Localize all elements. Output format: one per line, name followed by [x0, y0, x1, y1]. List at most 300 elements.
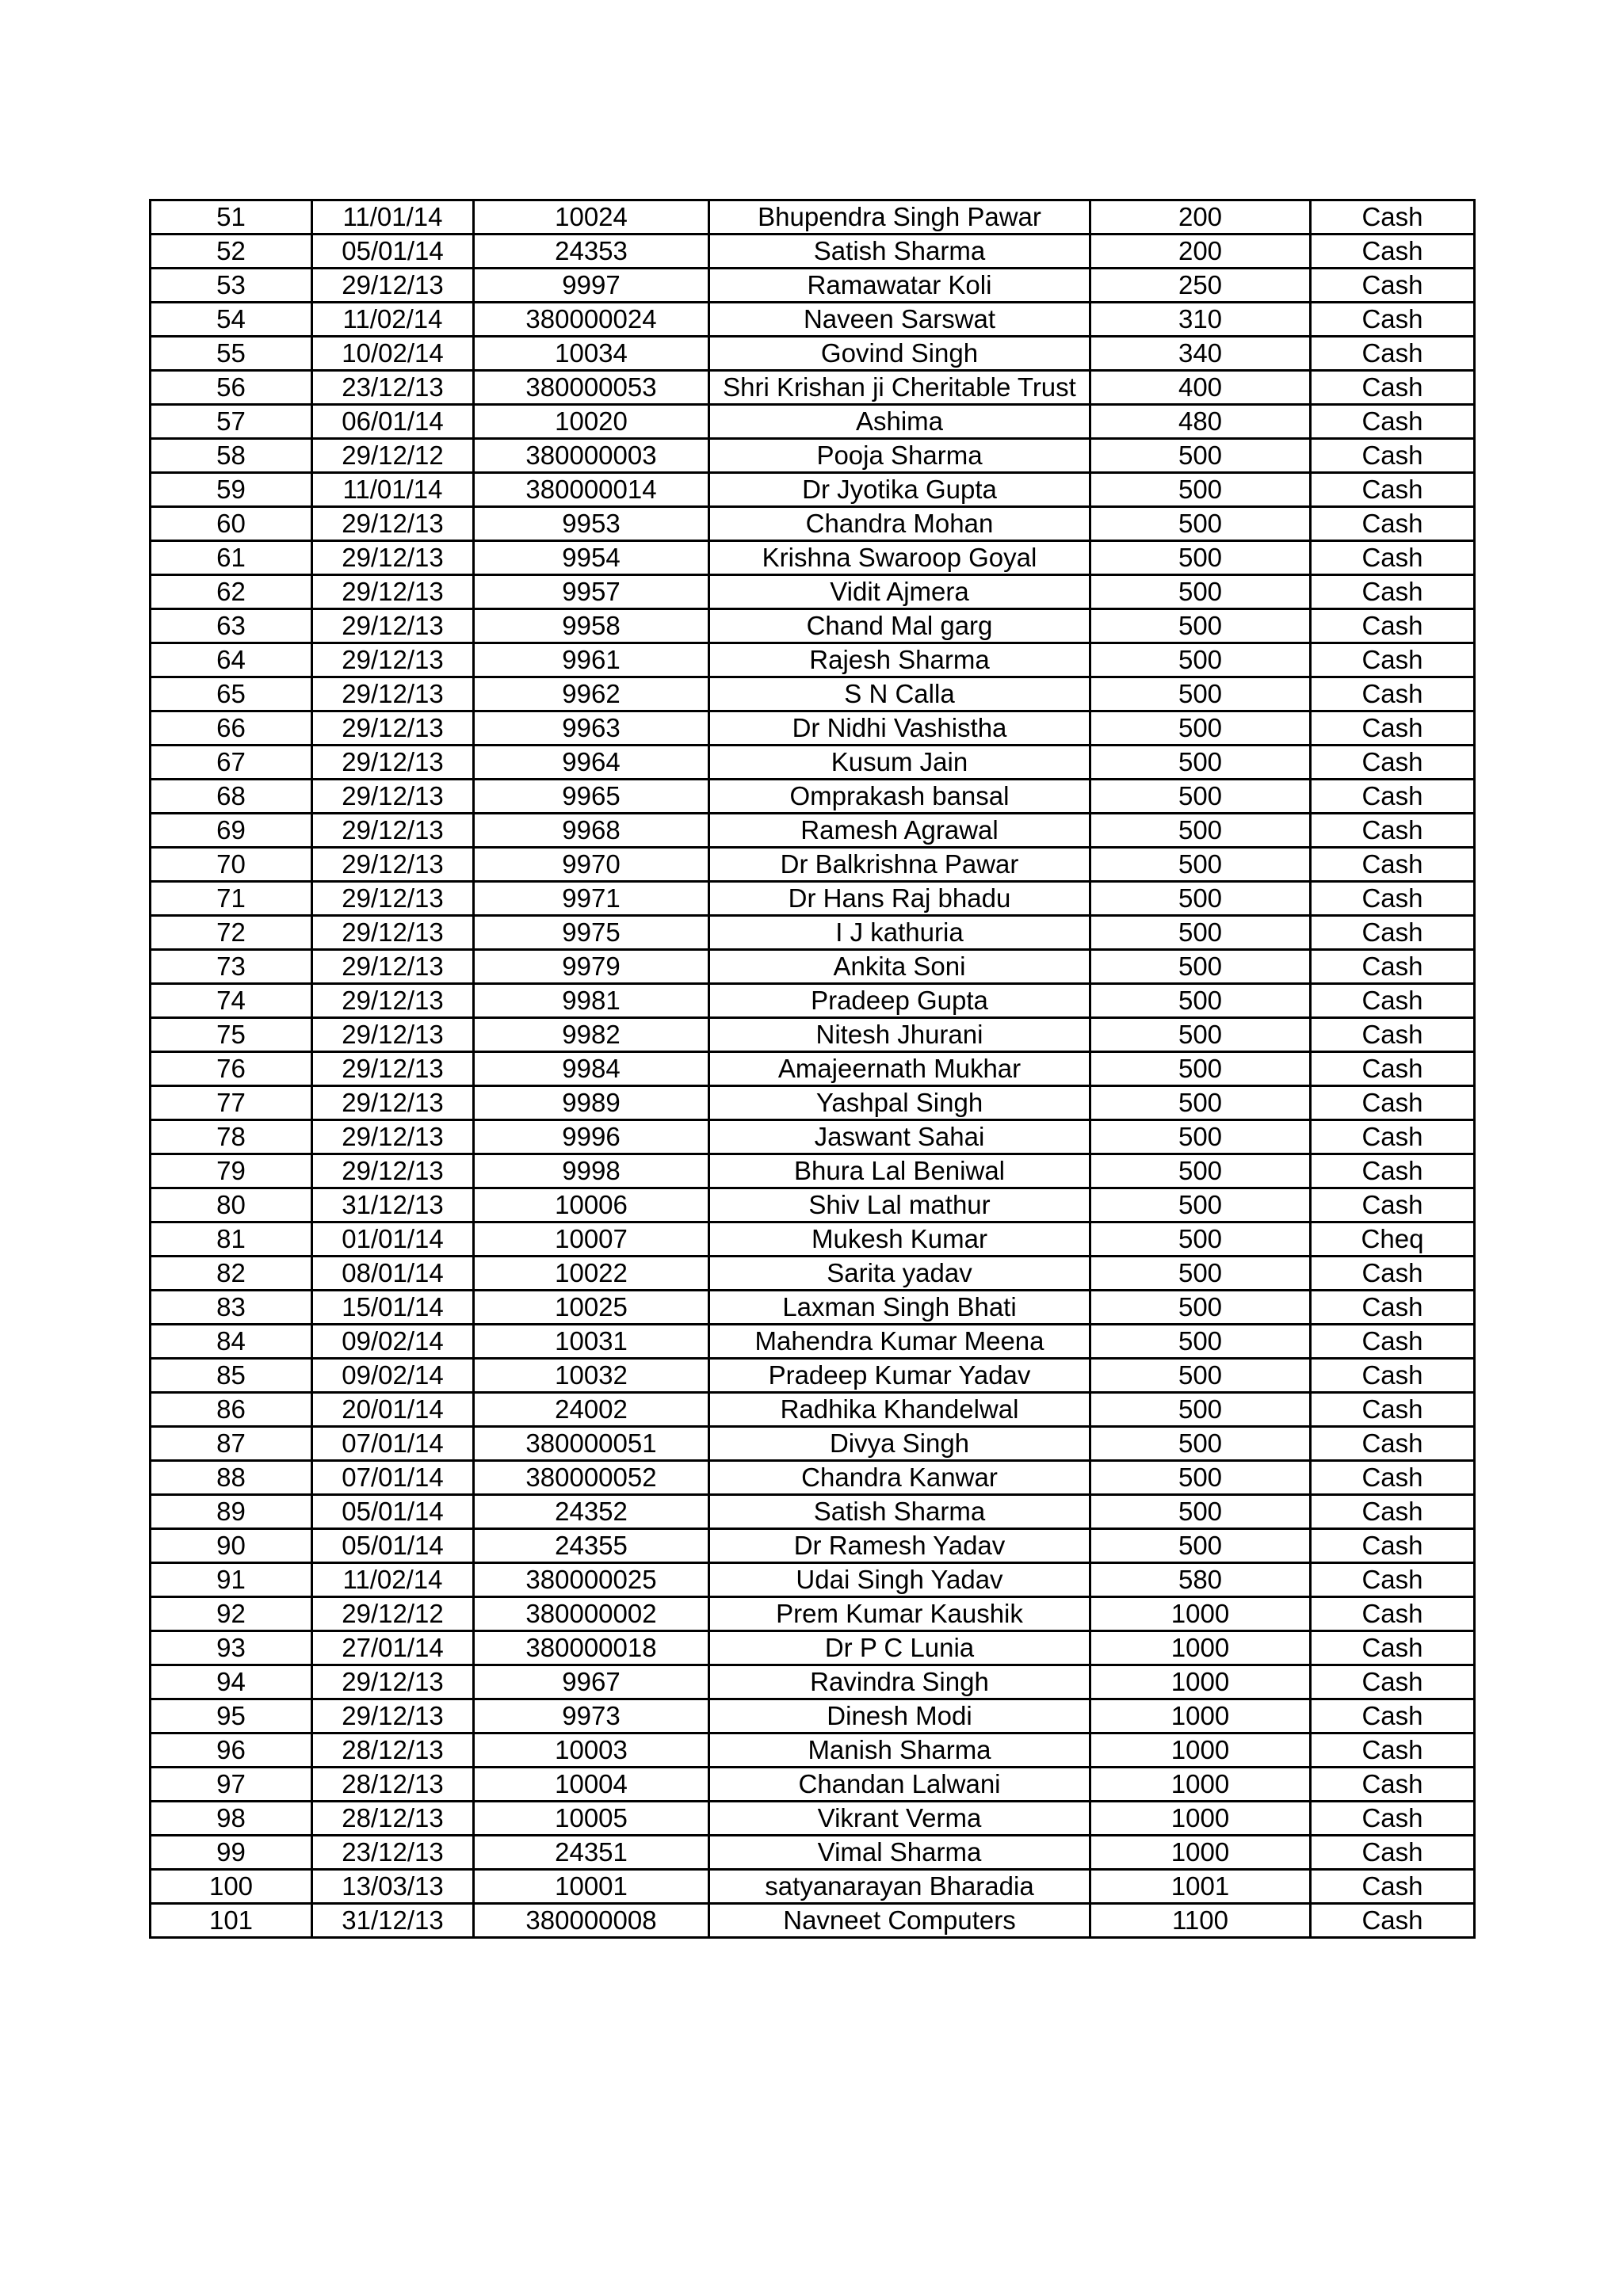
date-cell: 29/12/13 — [312, 916, 474, 950]
payment-mode-cell: Cash — [1311, 1291, 1475, 1325]
date-cell: 07/01/14 — [312, 1461, 474, 1495]
date-cell: 08/01/14 — [312, 1257, 474, 1291]
serial-number-cell: 81 — [151, 1222, 312, 1257]
receipt-number-cell: 9958 — [474, 609, 709, 643]
serial-number-cell: 65 — [151, 677, 312, 711]
receipt-number-cell: 10024 — [474, 200, 709, 235]
amount-cell: 500 — [1090, 677, 1311, 711]
serial-number-cell: 75 — [151, 1018, 312, 1052]
date-cell: 29/12/13 — [312, 882, 474, 916]
table-row — [151, 677, 1475, 711]
payment-mode-cell: Cash — [1311, 984, 1475, 1018]
date-cell: 09/02/14 — [312, 1325, 474, 1359]
receipt-number-cell: 9981 — [474, 984, 709, 1018]
date-cell: 28/12/13 — [312, 1802, 474, 1836]
amount-cell: 500 — [1090, 1461, 1311, 1495]
donor-name-cell: Pradeep Kumar Yadav — [709, 1359, 1090, 1393]
date-cell: 09/02/14 — [312, 1359, 474, 1393]
serial-number-cell: 80 — [151, 1188, 312, 1222]
serial-number-cell: 59 — [151, 473, 312, 507]
payment-mode-cell: Cash — [1311, 711, 1475, 746]
donor-name-cell: Dr Hans Raj bhadu — [709, 882, 1090, 916]
receipt-number-cell: 9957 — [474, 575, 709, 609]
amount-cell: 500 — [1090, 1052, 1311, 1086]
receipt-number-cell: 24352 — [474, 1495, 709, 1529]
donor-name-cell: Sarita yadav — [709, 1257, 1090, 1291]
receipt-number-cell: 380000014 — [474, 473, 709, 507]
serial-number-cell: 82 — [151, 1257, 312, 1291]
serial-number-cell: 56 — [151, 371, 312, 405]
table-row — [151, 1188, 1475, 1222]
amount-cell: 200 — [1090, 200, 1311, 235]
table-row — [151, 1802, 1475, 1836]
amount-cell: 310 — [1090, 303, 1311, 337]
payment-mode-cell: Cash — [1311, 1836, 1475, 1870]
date-cell: 11/01/14 — [312, 200, 474, 235]
amount-cell: 500 — [1090, 1359, 1311, 1393]
table-row — [151, 814, 1475, 848]
serial-number-cell: 54 — [151, 303, 312, 337]
receipt-number-cell: 380000052 — [474, 1461, 709, 1495]
amount-cell: 400 — [1090, 371, 1311, 405]
date-cell: 29/12/13 — [312, 1052, 474, 1086]
date-cell: 06/01/14 — [312, 405, 474, 439]
amount-cell: 340 — [1090, 337, 1311, 371]
payment-mode-cell: Cash — [1311, 780, 1475, 814]
table-row — [151, 1836, 1475, 1870]
table-row — [151, 1529, 1475, 1563]
donor-name-cell: Ravindra Singh — [709, 1665, 1090, 1699]
date-cell: 29/12/12 — [312, 439, 474, 473]
donor-name-cell: Ankita Soni — [709, 950, 1090, 984]
donor-name-cell: Kusum Jain — [709, 746, 1090, 780]
date-cell: 05/01/14 — [312, 1495, 474, 1529]
donor-name-cell: Shri Krishan ji Cheritable Trust — [709, 371, 1090, 405]
serial-number-cell: 94 — [151, 1665, 312, 1699]
table-row — [151, 439, 1475, 473]
donor-name-cell: satyanarayan Bharadia — [709, 1870, 1090, 1904]
table-row — [151, 1631, 1475, 1665]
table-row — [151, 950, 1475, 984]
serial-number-cell: 53 — [151, 269, 312, 303]
donor-name-cell: Bhupendra Singh Pawar — [709, 200, 1090, 235]
payment-mode-cell: Cash — [1311, 405, 1475, 439]
table-row — [151, 337, 1475, 371]
table-row — [151, 882, 1475, 916]
amount-cell: 500 — [1090, 950, 1311, 984]
amount-cell: 1000 — [1090, 1665, 1311, 1699]
table-row — [151, 200, 1475, 235]
date-cell: 29/12/13 — [312, 1086, 474, 1120]
payment-mode-cell: Cheq — [1311, 1222, 1475, 1257]
table-row — [151, 575, 1475, 609]
amount-cell: 500 — [1090, 1154, 1311, 1188]
amount-cell: 250 — [1090, 269, 1311, 303]
date-cell: 01/01/14 — [312, 1222, 474, 1257]
table-row — [151, 1120, 1475, 1154]
payment-mode-cell: Cash — [1311, 882, 1475, 916]
serial-number-cell: 72 — [151, 916, 312, 950]
serial-number-cell: 73 — [151, 950, 312, 984]
payment-mode-cell: Cash — [1311, 1904, 1475, 1938]
table-row — [151, 1393, 1475, 1427]
payment-mode-cell: Cash — [1311, 916, 1475, 950]
serial-number-cell: 95 — [151, 1699, 312, 1733]
payment-mode-cell: Cash — [1311, 1257, 1475, 1291]
table-row — [151, 405, 1475, 439]
receipt-number-cell: 9973 — [474, 1699, 709, 1733]
payment-mode-cell: Cash — [1311, 575, 1475, 609]
receipt-number-cell: 24351 — [474, 1836, 709, 1870]
receipt-number-cell: 9975 — [474, 916, 709, 950]
receipt-number-cell: 9968 — [474, 814, 709, 848]
donor-name-cell: Dr Nidhi Vashistha — [709, 711, 1090, 746]
receipt-number-cell: 10025 — [474, 1291, 709, 1325]
receipt-number-cell: 9971 — [474, 882, 709, 916]
serial-number-cell: 57 — [151, 405, 312, 439]
serial-number-cell: 90 — [151, 1529, 312, 1563]
payment-mode-cell: Cash — [1311, 200, 1475, 235]
receipt-number-cell: 9970 — [474, 848, 709, 882]
receipt-number-cell: 380000024 — [474, 303, 709, 337]
receipt-number-cell: 380000008 — [474, 1904, 709, 1938]
date-cell: 29/12/13 — [312, 507, 474, 541]
date-cell: 29/12/13 — [312, 1018, 474, 1052]
receipt-number-cell: 9984 — [474, 1052, 709, 1086]
date-cell: 29/12/13 — [312, 746, 474, 780]
receipt-number-cell: 9961 — [474, 643, 709, 677]
receipt-number-cell: 10005 — [474, 1802, 709, 1836]
payment-mode-cell: Cash — [1311, 1768, 1475, 1802]
amount-cell: 500 — [1090, 473, 1311, 507]
table-row — [151, 1904, 1475, 1938]
serial-number-cell: 67 — [151, 746, 312, 780]
amount-cell: 500 — [1090, 507, 1311, 541]
amount-cell: 1000 — [1090, 1836, 1311, 1870]
donor-name-cell: Vidit Ajmera — [709, 575, 1090, 609]
table-row — [151, 1018, 1475, 1052]
payment-mode-cell: Cash — [1311, 1699, 1475, 1733]
table-row — [151, 541, 1475, 575]
payment-mode-cell: Cash — [1311, 677, 1475, 711]
amount-cell: 500 — [1090, 780, 1311, 814]
table-row — [151, 1665, 1475, 1699]
serial-number-cell: 78 — [151, 1120, 312, 1154]
date-cell: 29/12/12 — [312, 1597, 474, 1631]
donor-name-cell: Radhika Khandelwal — [709, 1393, 1090, 1427]
date-cell: 20/01/14 — [312, 1393, 474, 1427]
serial-number-cell: 64 — [151, 643, 312, 677]
amount-cell: 500 — [1090, 643, 1311, 677]
amount-cell: 500 — [1090, 1188, 1311, 1222]
receipt-number-cell: 9954 — [474, 541, 709, 575]
serial-number-cell: 98 — [151, 1802, 312, 1836]
payment-mode-cell: Cash — [1311, 609, 1475, 643]
donor-name-cell: Udai Singh Yadav — [709, 1563, 1090, 1597]
payment-mode-cell: Cash — [1311, 1563, 1475, 1597]
receipt-number-cell: 10034 — [474, 337, 709, 371]
donor-name-cell: Nitesh Jhurani — [709, 1018, 1090, 1052]
payment-mode-cell: Cash — [1311, 848, 1475, 882]
donor-name-cell: Mahendra Kumar Meena — [709, 1325, 1090, 1359]
receipt-number-cell: 10032 — [474, 1359, 709, 1393]
donor-name-cell: Laxman Singh Bhati — [709, 1291, 1090, 1325]
donor-name-cell: Ramawatar Koli — [709, 269, 1090, 303]
amount-cell: 1000 — [1090, 1699, 1311, 1733]
serial-number-cell: 61 — [151, 541, 312, 575]
receipt-number-cell: 24002 — [474, 1393, 709, 1427]
receipt-number-cell: 380000025 — [474, 1563, 709, 1597]
table-row — [151, 1257, 1475, 1291]
receipt-number-cell: 10007 — [474, 1222, 709, 1257]
date-cell: 29/12/13 — [312, 711, 474, 746]
donor-name-cell: Satish Sharma — [709, 1495, 1090, 1529]
serial-number-cell: 52 — [151, 235, 312, 269]
donor-name-cell: Dr Balkrishna Pawar — [709, 848, 1090, 882]
receipt-number-cell: 380000003 — [474, 439, 709, 473]
serial-number-cell: 69 — [151, 814, 312, 848]
amount-cell: 580 — [1090, 1563, 1311, 1597]
date-cell: 13/03/13 — [312, 1870, 474, 1904]
payment-mode-cell: Cash — [1311, 371, 1475, 405]
donor-name-cell: Vimal Sharma — [709, 1836, 1090, 1870]
serial-number-cell: 100 — [151, 1870, 312, 1904]
amount-cell: 500 — [1090, 1086, 1311, 1120]
serial-number-cell: 84 — [151, 1325, 312, 1359]
donor-name-cell: Vikrant Verma — [709, 1802, 1090, 1836]
serial-number-cell: 97 — [151, 1768, 312, 1802]
amount-cell: 500 — [1090, 1120, 1311, 1154]
date-cell: 11/02/14 — [312, 303, 474, 337]
donation-table — [149, 199, 1476, 1939]
table-row — [151, 1086, 1475, 1120]
table-row — [151, 235, 1475, 269]
date-cell: 29/12/13 — [312, 1699, 474, 1733]
table-row — [151, 473, 1475, 507]
date-cell: 29/12/13 — [312, 575, 474, 609]
donor-name-cell: Pooja Sharma — [709, 439, 1090, 473]
amount-cell: 500 — [1090, 1018, 1311, 1052]
amount-cell: 500 — [1090, 1325, 1311, 1359]
amount-cell: 1000 — [1090, 1631, 1311, 1665]
serial-number-cell: 87 — [151, 1427, 312, 1461]
table-row — [151, 1052, 1475, 1086]
amount-cell: 500 — [1090, 1529, 1311, 1563]
receipt-number-cell: 10020 — [474, 405, 709, 439]
receipt-number-cell: 10031 — [474, 1325, 709, 1359]
payment-mode-cell: Cash — [1311, 337, 1475, 371]
date-cell: 05/01/14 — [312, 235, 474, 269]
payment-mode-cell: Cash — [1311, 439, 1475, 473]
donor-name-cell: Dinesh Modi — [709, 1699, 1090, 1733]
serial-number-cell: 86 — [151, 1393, 312, 1427]
date-cell: 05/01/14 — [312, 1529, 474, 1563]
amount-cell: 1001 — [1090, 1870, 1311, 1904]
donor-name-cell: Govind Singh — [709, 337, 1090, 371]
serial-number-cell: 76 — [151, 1052, 312, 1086]
serial-number-cell: 68 — [151, 780, 312, 814]
date-cell: 29/12/13 — [312, 780, 474, 814]
date-cell: 29/12/13 — [312, 677, 474, 711]
payment-mode-cell: Cash — [1311, 1870, 1475, 1904]
receipt-number-cell: 9982 — [474, 1018, 709, 1052]
table-row — [151, 643, 1475, 677]
amount-cell: 500 — [1090, 711, 1311, 746]
donor-name-cell: Satish Sharma — [709, 235, 1090, 269]
table-row — [151, 1461, 1475, 1495]
payment-mode-cell: Cash — [1311, 1154, 1475, 1188]
receipt-number-cell: 9967 — [474, 1665, 709, 1699]
payment-mode-cell: Cash — [1311, 1597, 1475, 1631]
donor-name-cell: S N Calla — [709, 677, 1090, 711]
table-row — [151, 1325, 1475, 1359]
table-row — [151, 746, 1475, 780]
table-row — [151, 1291, 1475, 1325]
donor-name-cell: Ashima — [709, 405, 1090, 439]
serial-number-cell: 83 — [151, 1291, 312, 1325]
donor-name-cell: Dr P C Lunia — [709, 1631, 1090, 1665]
payment-mode-cell: Cash — [1311, 746, 1475, 780]
serial-number-cell: 88 — [151, 1461, 312, 1495]
amount-cell: 500 — [1090, 814, 1311, 848]
table-row — [151, 1768, 1475, 1802]
donor-name-cell: Bhura Lal Beniwal — [709, 1154, 1090, 1188]
date-cell: 29/12/13 — [312, 848, 474, 882]
receipt-number-cell: 380000051 — [474, 1427, 709, 1461]
table-row — [151, 371, 1475, 405]
amount-cell: 500 — [1090, 1222, 1311, 1257]
table-row — [151, 507, 1475, 541]
amount-cell: 500 — [1090, 746, 1311, 780]
amount-cell: 500 — [1090, 1495, 1311, 1529]
table-row — [151, 916, 1475, 950]
table-row — [151, 1870, 1475, 1904]
payment-mode-cell: Cash — [1311, 1802, 1475, 1836]
receipt-number-cell: 10006 — [474, 1188, 709, 1222]
date-cell: 11/01/14 — [312, 473, 474, 507]
amount-cell: 500 — [1090, 848, 1311, 882]
table-row — [151, 1699, 1475, 1733]
receipt-number-cell: 10003 — [474, 1733, 709, 1768]
payment-mode-cell: Cash — [1311, 473, 1475, 507]
donor-name-cell: Navneet Computers — [709, 1904, 1090, 1938]
payment-mode-cell: Cash — [1311, 235, 1475, 269]
payment-mode-cell: Cash — [1311, 1529, 1475, 1563]
amount-cell: 500 — [1090, 1291, 1311, 1325]
payment-mode-cell: Cash — [1311, 1052, 1475, 1086]
amount-cell: 500 — [1090, 916, 1311, 950]
receipt-number-cell: 380000053 — [474, 371, 709, 405]
amount-cell: 1100 — [1090, 1904, 1311, 1938]
serial-number-cell: 96 — [151, 1733, 312, 1768]
amount-cell: 1000 — [1090, 1768, 1311, 1802]
table-row — [151, 1563, 1475, 1597]
payment-mode-cell: Cash — [1311, 507, 1475, 541]
payment-mode-cell: Cash — [1311, 1733, 1475, 1768]
amount-cell: 500 — [1090, 984, 1311, 1018]
amount-cell: 1000 — [1090, 1802, 1311, 1836]
payment-mode-cell: Cash — [1311, 1427, 1475, 1461]
donor-name-cell: Shiv Lal mathur — [709, 1188, 1090, 1222]
date-cell: 29/12/13 — [312, 269, 474, 303]
serial-number-cell: 55 — [151, 337, 312, 371]
payment-mode-cell: Cash — [1311, 950, 1475, 984]
serial-number-cell: 66 — [151, 711, 312, 746]
serial-number-cell: 93 — [151, 1631, 312, 1665]
payment-mode-cell: Cash — [1311, 1325, 1475, 1359]
payment-mode-cell: Cash — [1311, 1665, 1475, 1699]
receipt-number-cell: 9979 — [474, 950, 709, 984]
amount-cell: 500 — [1090, 882, 1311, 916]
serial-number-cell: 60 — [151, 507, 312, 541]
receipt-number-cell: 9996 — [474, 1120, 709, 1154]
table-row — [151, 303, 1475, 337]
date-cell: 29/12/13 — [312, 643, 474, 677]
donor-name-cell: Dr Jyotika Gupta — [709, 473, 1090, 507]
date-cell: 29/12/13 — [312, 950, 474, 984]
receipt-number-cell: 10004 — [474, 1768, 709, 1802]
receipt-number-cell: 24353 — [474, 235, 709, 269]
table-row — [151, 1359, 1475, 1393]
date-cell: 15/01/14 — [312, 1291, 474, 1325]
payment-mode-cell: Cash — [1311, 1631, 1475, 1665]
date-cell: 29/12/13 — [312, 814, 474, 848]
table-row — [151, 711, 1475, 746]
date-cell: 23/12/13 — [312, 1836, 474, 1870]
payment-mode-cell: Cash — [1311, 1359, 1475, 1393]
amount-cell: 500 — [1090, 1427, 1311, 1461]
amount-cell: 480 — [1090, 405, 1311, 439]
table-row — [151, 780, 1475, 814]
serial-number-cell: 89 — [151, 1495, 312, 1529]
donor-name-cell: Ramesh Agrawal — [709, 814, 1090, 848]
payment-mode-cell: Cash — [1311, 1086, 1475, 1120]
table-row — [151, 1597, 1475, 1631]
receipt-number-cell: 9962 — [474, 677, 709, 711]
serial-number-cell: 85 — [151, 1359, 312, 1393]
receipt-number-cell: 9964 — [474, 746, 709, 780]
serial-number-cell: 99 — [151, 1836, 312, 1870]
donor-name-cell: Amajeernath Mukhar — [709, 1052, 1090, 1086]
serial-number-cell: 101 — [151, 1904, 312, 1938]
donor-name-cell: Divya Singh — [709, 1427, 1090, 1461]
serial-number-cell: 71 — [151, 882, 312, 916]
date-cell: 29/12/13 — [312, 984, 474, 1018]
serial-number-cell: 63 — [151, 609, 312, 643]
receipt-number-cell: 9998 — [474, 1154, 709, 1188]
receipt-number-cell: 9997 — [474, 269, 709, 303]
date-cell: 07/01/14 — [312, 1427, 474, 1461]
receipt-number-cell: 9965 — [474, 780, 709, 814]
donor-name-cell: Jaswant Sahai — [709, 1120, 1090, 1154]
donor-name-cell: Naveen Sarswat — [709, 303, 1090, 337]
receipt-number-cell: 380000018 — [474, 1631, 709, 1665]
amount-cell: 500 — [1090, 575, 1311, 609]
serial-number-cell: 79 — [151, 1154, 312, 1188]
table-row — [151, 1495, 1475, 1529]
payment-mode-cell: Cash — [1311, 269, 1475, 303]
donor-name-cell: Omprakash bansal — [709, 780, 1090, 814]
serial-number-cell: 77 — [151, 1086, 312, 1120]
date-cell: 23/12/13 — [312, 371, 474, 405]
date-cell: 29/12/13 — [312, 1120, 474, 1154]
table-row — [151, 1222, 1475, 1257]
donor-name-cell: Dr Ramesh Yadav — [709, 1529, 1090, 1563]
donor-name-cell: Chandra Mohan — [709, 507, 1090, 541]
date-cell: 31/12/13 — [312, 1904, 474, 1938]
donor-name-cell: Prem Kumar Kaushik — [709, 1597, 1090, 1631]
amount-cell: 500 — [1090, 541, 1311, 575]
